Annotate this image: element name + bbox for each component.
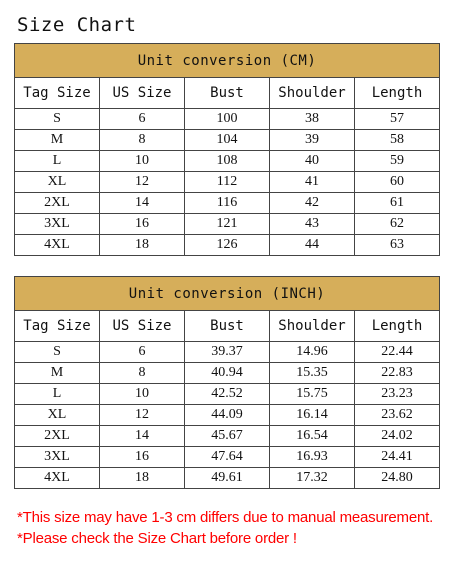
table-cell: 42 xyxy=(270,193,355,214)
table-cell: 40 xyxy=(270,151,355,172)
table-cell: 17.32 xyxy=(270,468,355,489)
table-cell: 2XL xyxy=(15,426,100,447)
table-cell: 59 xyxy=(355,151,440,172)
column-header: Bust xyxy=(185,78,270,109)
table-row xyxy=(15,384,440,405)
table-cell: 23.23 xyxy=(355,384,440,405)
column-header: Shoulder xyxy=(270,311,355,342)
table-cell: S xyxy=(15,109,100,130)
column-header: US Size xyxy=(100,311,185,342)
table-cell: 3XL xyxy=(15,447,100,468)
table-cell: L xyxy=(15,151,100,172)
table-cell: 38 xyxy=(270,109,355,130)
table-cell: 100 xyxy=(185,109,270,130)
page-title: Size Chart xyxy=(17,14,137,36)
note-measurement: *This size may have 1-3 cm differs due to manual measurement. xyxy=(17,509,434,526)
size-table-cm xyxy=(14,43,440,256)
table-cell: 16.93 xyxy=(270,447,355,468)
column-header: Length xyxy=(355,78,440,109)
table-cell: 8 xyxy=(100,130,185,151)
table-body xyxy=(15,342,440,489)
table-cell: 3XL xyxy=(15,214,100,235)
table-body xyxy=(15,109,440,256)
table-row xyxy=(15,214,440,235)
table-cell: 12 xyxy=(100,172,185,193)
table-cell: M xyxy=(15,130,100,151)
table-cell: 116 xyxy=(185,193,270,214)
table-cell: M xyxy=(15,363,100,384)
table-cell: 104 xyxy=(185,130,270,151)
table-cell: XL xyxy=(15,172,100,193)
table-row xyxy=(15,151,440,172)
table-row xyxy=(15,235,440,256)
table-cell: 18 xyxy=(100,468,185,489)
table-cell: 8 xyxy=(100,363,185,384)
table-caption: Unit conversion (INCH) xyxy=(15,277,440,311)
column-header: Tag Size xyxy=(15,78,100,109)
table-row xyxy=(15,193,440,214)
table-row xyxy=(15,109,440,130)
size-table-inch xyxy=(14,276,440,489)
column-header: US Size xyxy=(100,78,185,109)
table-cell: 16 xyxy=(100,214,185,235)
column-header: Shoulder xyxy=(270,78,355,109)
table-cell: 22.83 xyxy=(355,363,440,384)
note-check-chart: *Please check the Size Chart before order ! xyxy=(17,530,297,547)
table-cell: 61 xyxy=(355,193,440,214)
table-cell: 60 xyxy=(355,172,440,193)
table-row xyxy=(15,468,440,489)
table-cell: 24.80 xyxy=(355,468,440,489)
table-row xyxy=(15,363,440,384)
column-header: Tag Size xyxy=(15,311,100,342)
table-cell: 16.54 xyxy=(270,426,355,447)
table-cell: 14.96 xyxy=(270,342,355,363)
table-cell: XL xyxy=(15,405,100,426)
column-header: Bust xyxy=(185,311,270,342)
table-cell: 15.35 xyxy=(270,363,355,384)
table-cell: 108 xyxy=(185,151,270,172)
table-cell: 6 xyxy=(100,342,185,363)
table-row xyxy=(15,130,440,151)
table-cell: 4XL xyxy=(15,235,100,256)
table-row xyxy=(15,447,440,468)
table-cell: 121 xyxy=(185,214,270,235)
table-cell: 43 xyxy=(270,214,355,235)
table-cell: 126 xyxy=(185,235,270,256)
table-cell: S xyxy=(15,342,100,363)
table-caption: Unit conversion (CM) xyxy=(15,44,440,78)
table-cell: 112 xyxy=(185,172,270,193)
table-cell: 40.94 xyxy=(185,363,270,384)
table-cell: 22.44 xyxy=(355,342,440,363)
table-row xyxy=(15,405,440,426)
table-cell: 18 xyxy=(100,235,185,256)
table-cell: 39.37 xyxy=(185,342,270,363)
table-cell: 42.52 xyxy=(185,384,270,405)
table-cell: L xyxy=(15,384,100,405)
table-cell: 63 xyxy=(355,235,440,256)
table-cell: 15.75 xyxy=(270,384,355,405)
table-cell: 58 xyxy=(355,130,440,151)
table-cell: 4XL xyxy=(15,468,100,489)
table-cell: 10 xyxy=(100,384,185,405)
table-cell: 44 xyxy=(270,235,355,256)
table-row xyxy=(15,342,440,363)
table-cell: 24.02 xyxy=(355,426,440,447)
table-cell: 14 xyxy=(100,426,185,447)
table-cell: 41 xyxy=(270,172,355,193)
table-cell: 12 xyxy=(100,405,185,426)
table-row xyxy=(15,426,440,447)
table-cell: 10 xyxy=(100,151,185,172)
table-cell: 49.61 xyxy=(185,468,270,489)
table-cell: 62 xyxy=(355,214,440,235)
table-cell: 16.14 xyxy=(270,405,355,426)
table-cell: 57 xyxy=(355,109,440,130)
table-cell: 23.62 xyxy=(355,405,440,426)
table-cell: 6 xyxy=(100,109,185,130)
table-cell: 16 xyxy=(100,447,185,468)
column-header: Length xyxy=(355,311,440,342)
table-cell: 45.67 xyxy=(185,426,270,447)
table-cell: 2XL xyxy=(15,193,100,214)
table-row xyxy=(15,172,440,193)
table-cell: 44.09 xyxy=(185,405,270,426)
table-cell: 14 xyxy=(100,193,185,214)
table-cell: 39 xyxy=(270,130,355,151)
table-cell: 47.64 xyxy=(185,447,270,468)
table-cell: 24.41 xyxy=(355,447,440,468)
